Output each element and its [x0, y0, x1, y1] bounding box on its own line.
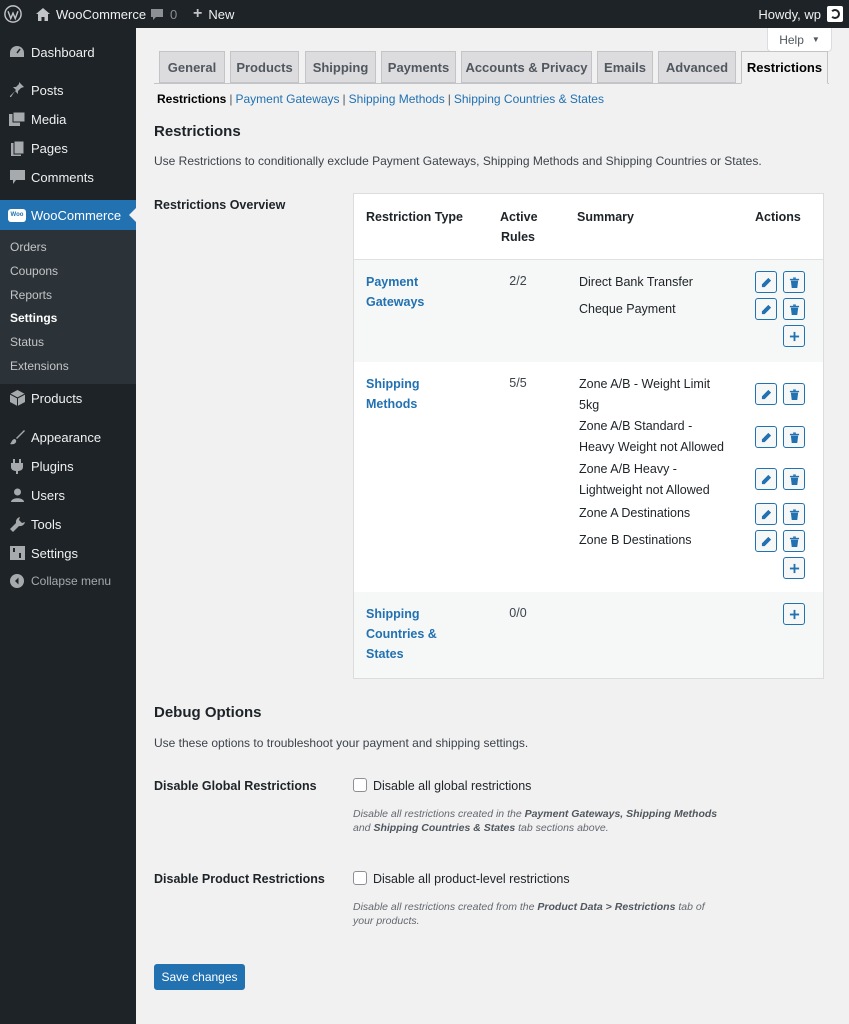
debug-description: Use these options to troubleshoot your payment and shipping settings.	[154, 736, 529, 750]
column-header-type: Restriction Type	[366, 210, 464, 224]
trash-icon	[789, 474, 800, 485]
rule-summary: Zone A/B Heavy - Lightweight not Allowed	[579, 462, 710, 497]
help-text-part: tab of	[678, 901, 705, 913]
help-label: Help	[779, 32, 804, 47]
sidebar-label: Dashboard	[31, 44, 95, 60]
sidebar-item-products[interactable]	[0, 384, 136, 412]
rule-summary: Zone A/B Standard - Heavy Weight not Allowed	[579, 419, 724, 454]
active-indicator	[129, 208, 136, 222]
disable-global-restrictions-checkbox[interactable]	[353, 778, 367, 792]
pencil-icon	[761, 536, 772, 547]
sidebar-item-settings[interactable]	[0, 539, 136, 567]
trash-icon	[789, 389, 800, 400]
trash-icon	[789, 277, 800, 288]
sublink-restrictions[interactable]: Restrictions	[157, 92, 227, 106]
delete-rule-button[interactable]	[783, 468, 805, 490]
tab-payments[interactable]: Payments	[381, 51, 456, 83]
sidebar-label: Tools	[31, 516, 62, 532]
plus-icon	[789, 609, 800, 620]
page-title: Restrictions	[154, 123, 241, 140]
submenu-coupons[interactable]: Coupons	[10, 264, 59, 278]
rule-summary: Zone A/B - Weight Limit 5kg	[579, 377, 711, 412]
sidebar-item-plugins[interactable]	[0, 452, 136, 480]
tab-emails[interactable]: Emails	[597, 51, 653, 83]
pin-icon	[7, 80, 27, 100]
plus-icon	[789, 563, 800, 574]
edit-rule-button[interactable]	[755, 426, 777, 448]
plugin-icon	[7, 456, 27, 476]
product-help-text	[353, 900, 733, 928]
caret-down-icon: ▼	[811, 35, 820, 44]
rule-summary: Zone B Destinations	[579, 533, 692, 547]
delete-rule-button[interactable]	[783, 503, 805, 525]
comments-link[interactable]	[150, 0, 177, 28]
delete-rule-button[interactable]	[783, 530, 805, 552]
sidebar-item-pages[interactable]	[0, 134, 136, 162]
pencil-icon	[761, 509, 772, 520]
section-sublinks	[157, 92, 604, 106]
type-label-line: Shipping	[366, 607, 420, 621]
user-icon	[7, 485, 27, 505]
site-name: WooCommerce	[56, 6, 147, 22]
column-header-active	[500, 207, 536, 247]
delete-rule-button[interactable]	[783, 426, 805, 448]
sidebar-label: Users	[31, 487, 65, 503]
restriction-type-link[interactable]	[366, 374, 456, 414]
delete-rule-button[interactable]	[783, 271, 805, 293]
edit-rule-button[interactable]	[755, 298, 777, 320]
column-header-actions: Actions	[755, 210, 801, 224]
help-text-part: your products.	[353, 915, 420, 927]
trash-icon	[789, 509, 800, 520]
type-label-line: Countries &	[366, 627, 437, 641]
restriction-type-link[interactable]	[366, 604, 456, 664]
separator: |	[447, 92, 451, 106]
type-label-line: Shipping	[366, 377, 420, 391]
tab-general[interactable]: General	[159, 51, 225, 83]
column-header-active-line2: Rules	[500, 230, 536, 244]
box-icon	[7, 388, 27, 408]
sublink-payment-gateways[interactable]: Payment Gateways	[235, 92, 340, 106]
column-header-summary: Summary	[577, 210, 634, 224]
help-text-strong: Shipping Countries & States	[373, 822, 516, 834]
dashboard-icon	[7, 42, 27, 62]
sidebar-item-users[interactable]	[0, 481, 136, 509]
comment-icon	[150, 8, 164, 21]
active-rules-count: 0/0	[509, 606, 527, 620]
pages-icon	[7, 138, 27, 158]
sidebar-item-tools[interactable]	[0, 510, 136, 538]
howdy-text: Howdy, wp	[758, 6, 821, 22]
edit-rule-button[interactable]	[755, 271, 777, 293]
pencil-icon	[761, 474, 772, 485]
sidebar-label: Settings	[31, 545, 78, 561]
help-text-part: Disable all restrictions created in the	[353, 808, 522, 820]
trash-icon	[789, 536, 800, 547]
help-text-part: Disable all restrictions created from the	[353, 901, 535, 913]
rule-summary: Direct Bank Transfer	[579, 275, 693, 289]
type-label-line: Payment	[366, 275, 419, 289]
table-row-payment-gateways	[354, 260, 823, 362]
active-rules-count: 5/5	[509, 376, 527, 390]
help-text-strong: Payment Gateways, Shipping Methods	[524, 808, 718, 820]
sidebar-label: WooCommerce	[31, 207, 122, 223]
disable-global-restrictions-label: Disable Global Restrictions	[154, 779, 317, 793]
add-rule-button[interactable]	[783, 603, 805, 625]
sublink-shipping-countries-states[interactable]: Shipping Countries & States	[453, 92, 604, 106]
separator: |	[229, 92, 233, 106]
edit-rule-button[interactable]	[755, 503, 777, 525]
page-description: Use Restrictions to conditionally exclude Payment Gateways, Shipping Methods and Shipping Countries or States.	[154, 154, 762, 168]
type-label-line: Methods	[366, 397, 418, 411]
help-tab-button[interactable]	[767, 28, 832, 52]
new-content-link[interactable]	[193, 0, 234, 28]
submenu-reports[interactable]: Reports	[10, 288, 53, 302]
disable-product-restrictions-checkbox[interactable]	[353, 871, 367, 885]
wrench-icon	[7, 514, 27, 534]
account-menu[interactable]	[758, 0, 843, 28]
checkbox-label[interactable]: Disable all global restrictions	[373, 779, 532, 793]
edit-rule-button[interactable]	[755, 468, 777, 490]
help-text-part: and	[353, 822, 371, 834]
disable-product-restrictions-label: Disable Product Restrictions	[154, 872, 325, 886]
submenu-settings[interactable]: Settings	[10, 311, 58, 325]
sidebar-item-appearance[interactable]	[0, 423, 136, 451]
type-label-line: States	[366, 647, 404, 661]
sidebar-label: Media	[31, 111, 67, 127]
edit-rule-button[interactable]	[755, 530, 777, 552]
settings-sliders-icon	[7, 543, 27, 563]
new-label: New	[208, 6, 235, 22]
save-changes-button[interactable]: Save changes	[154, 964, 245, 990]
table-row-shipping-methods	[354, 362, 823, 592]
active-rules-count: 2/2	[509, 274, 527, 288]
sidebar-item-comments[interactable]	[0, 163, 136, 191]
pencil-icon	[761, 277, 772, 288]
admin-sidebar	[0, 28, 136, 1024]
collapse-arrow-icon	[7, 571, 27, 591]
submenu-extensions[interactable]: Extensions	[10, 359, 69, 373]
pencil-icon	[761, 432, 772, 443]
separator: |	[342, 92, 346, 106]
help-text-part: tab sections above.	[518, 822, 609, 834]
comment-icon	[7, 167, 27, 187]
tab-products[interactable]: Products	[230, 51, 299, 83]
plus-icon	[789, 331, 800, 342]
admin-bar	[0, 0, 849, 28]
delete-rule-button[interactable]	[783, 383, 805, 405]
sidebar-item-dashboard[interactable]	[0, 38, 136, 66]
pencil-icon	[761, 304, 772, 315]
rule-summary: Cheque Payment	[579, 302, 676, 316]
paintbrush-icon	[7, 427, 27, 447]
sublink-shipping-methods[interactable]: Shipping Methods	[348, 92, 445, 106]
sidebar-label: Plugins	[31, 458, 74, 474]
trash-icon	[789, 432, 800, 443]
sidebar-label: Collapse menu	[31, 574, 112, 588]
plus-icon: +	[193, 5, 203, 22]
wordpress-logo-icon[interactable]	[4, 0, 26, 28]
column-header-active-line1: Active	[500, 210, 538, 224]
edit-rule-button[interactable]	[755, 383, 777, 405]
sidebar-item-woocommerce[interactable]	[0, 200, 136, 230]
type-label-line: Gateways	[366, 295, 425, 309]
add-rule-button[interactable]	[783, 557, 805, 579]
submenu-status[interactable]: Status	[10, 335, 45, 349]
restrictions-table	[353, 193, 824, 679]
tab-shipping[interactable]: Shipping	[305, 51, 376, 83]
sidebar-label: Products	[31, 390, 83, 406]
submenu-orders[interactable]: Orders	[10, 240, 47, 254]
rule-summary: Zone A Destinations	[579, 506, 691, 520]
tab-restrictions[interactable]: Restrictions	[741, 51, 828, 84]
pencil-icon	[761, 389, 772, 400]
debug-options-heading: Debug Options	[154, 704, 262, 721]
delete-rule-button[interactable]	[783, 298, 805, 320]
checkbox-label[interactable]: Disable all product-level restrictions	[373, 872, 570, 886]
global-help-text	[353, 807, 733, 835]
sidebar-label: Comments	[31, 169, 94, 185]
settings-tabs	[154, 51, 829, 84]
collapse-menu-button[interactable]	[0, 567, 136, 595]
restrictions-overview-label: Restrictions Overview	[154, 198, 286, 212]
table-row-shipping-countries-states	[354, 592, 823, 678]
woocommerce-icon: Woo	[7, 205, 27, 225]
media-icon	[7, 109, 27, 129]
help-text-strong: Product Data > Restrictions	[537, 901, 676, 913]
sidebar-label: Posts	[31, 82, 64, 98]
add-rule-button[interactable]	[783, 325, 805, 347]
home-icon	[36, 8, 50, 21]
sidebar-item-posts[interactable]	[0, 76, 136, 104]
sidebar-item-media[interactable]	[0, 105, 136, 133]
site-name-link[interactable]	[36, 0, 146, 28]
sidebar-label: Appearance	[31, 429, 102, 445]
comments-count: 0	[170, 6, 178, 22]
woocommerce-submenu	[0, 230, 136, 384]
tab-advanced[interactable]: Advanced	[658, 51, 736, 83]
avatar	[827, 6, 843, 22]
restriction-type-link[interactable]	[366, 272, 456, 312]
trash-icon	[789, 304, 800, 315]
sidebar-label: Pages	[31, 140, 68, 156]
tab-accounts-privacy[interactable]: Accounts & Privacy	[461, 51, 592, 83]
